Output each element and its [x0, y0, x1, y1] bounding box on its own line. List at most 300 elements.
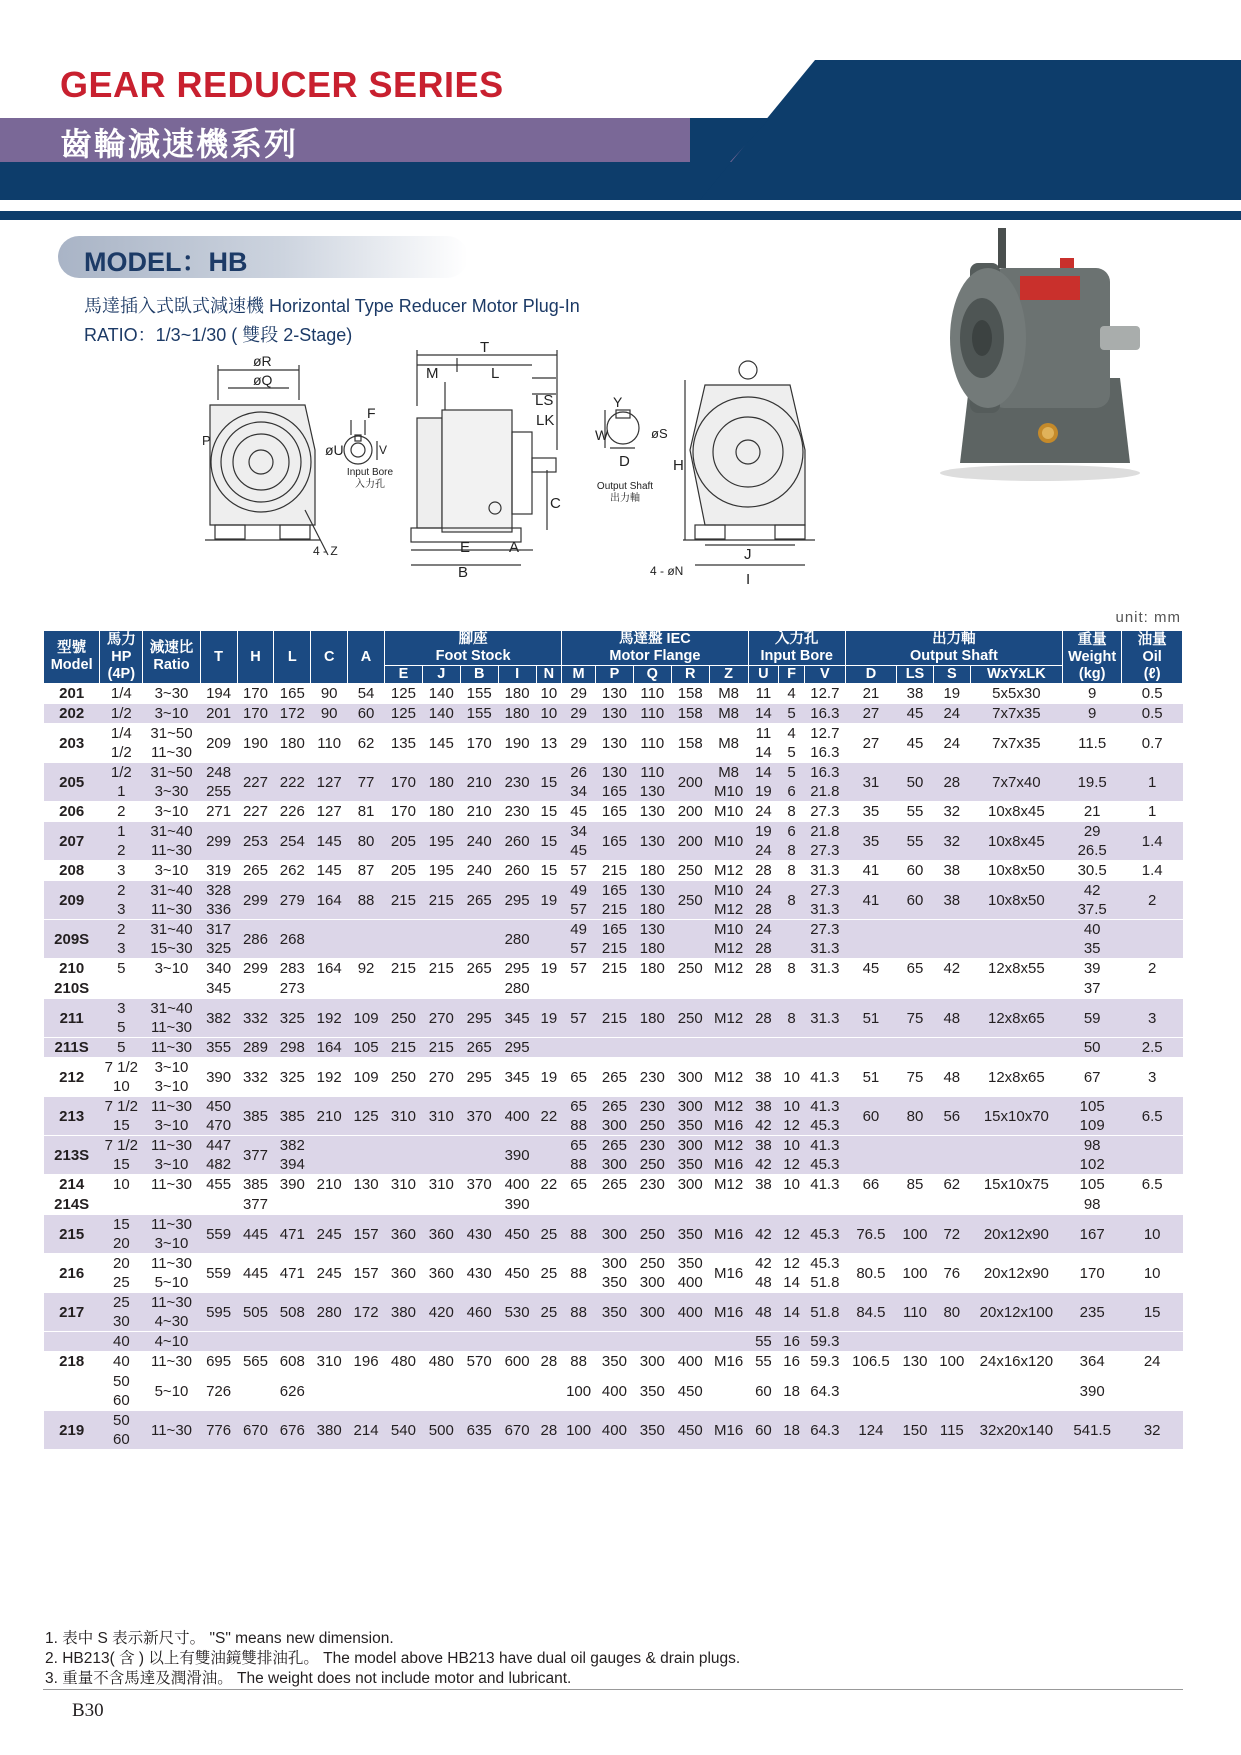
col-WxYxLK: WxYxLK	[970, 666, 1062, 684]
table-cell: 110 130	[633, 763, 671, 802]
table-cell: M12	[709, 1175, 748, 1195]
table-cell: 7 1/2 10	[100, 1058, 143, 1097]
col-D: D	[845, 666, 896, 684]
dim-W: W	[595, 427, 609, 443]
table-cell	[498, 1372, 536, 1411]
dim-4Z: 4 - Z	[313, 544, 338, 558]
table-cell: 230 250	[633, 1097, 671, 1136]
table-cell: 130 165	[595, 763, 633, 802]
table-cell: 50 60	[100, 1411, 143, 1450]
table-cell: 110	[633, 704, 671, 724]
table-cell: M8	[709, 704, 748, 724]
table-cell: 12x8x65	[970, 999, 1062, 1038]
table-cell	[384, 979, 422, 999]
table-cell: 19	[536, 881, 562, 920]
table-cell: 110	[633, 724, 671, 763]
dim-P: P	[202, 433, 211, 448]
table-cell: 50 60	[100, 1372, 143, 1411]
table-cell: 180	[422, 763, 460, 802]
table-cell: 215	[595, 959, 633, 979]
table-cell: 8	[779, 802, 805, 822]
model-cell: 203	[44, 724, 100, 763]
table-cell: 300	[671, 1058, 709, 1097]
table-cell: 2	[100, 802, 143, 822]
table-cell	[348, 979, 385, 999]
table-cell: 50	[1062, 1038, 1121, 1058]
table-cell: 300 350	[595, 1254, 633, 1293]
table-cell: 10x8x45	[970, 802, 1062, 822]
table-cell: 310	[422, 1175, 460, 1195]
table-cell: 124	[845, 1411, 896, 1450]
table-cell: 19	[536, 1058, 562, 1097]
table-cell	[460, 920, 498, 959]
table-cell: 76.5	[845, 1215, 896, 1254]
table-cell: 480	[384, 1352, 422, 1372]
table-cell	[933, 1195, 970, 1215]
table-cell: 88	[562, 1254, 596, 1293]
table-cell: 100	[562, 1372, 596, 1411]
table-cell: 11~30 4~30	[143, 1293, 200, 1332]
table-cell	[536, 1332, 562, 1352]
table-cell: 250	[671, 881, 709, 920]
table-cell: 215	[595, 999, 633, 1038]
table-cell: 60	[897, 881, 934, 920]
table-cell	[748, 979, 779, 999]
table-cell: 5~10	[143, 1372, 200, 1411]
table-cell: 28	[748, 861, 779, 881]
table-cell: 350	[633, 1372, 671, 1411]
table-cell: 245	[311, 1254, 348, 1293]
table-cell: 109	[348, 999, 385, 1038]
table-cell	[1122, 1372, 1183, 1411]
table-cell: 51	[845, 999, 896, 1038]
model-cell: 201	[44, 684, 100, 704]
table-cell: 3~30	[143, 684, 200, 704]
table-cell	[709, 979, 748, 999]
table-cell: 115	[933, 1411, 970, 1450]
table-cell: 45	[562, 802, 596, 822]
table-cell: 41.3	[804, 1058, 845, 1097]
table-cell: 250	[633, 1215, 671, 1254]
table-cell: 380	[384, 1293, 422, 1332]
table-cell: 12.7 16.3	[804, 724, 845, 763]
table-cell: 28	[933, 763, 970, 802]
col-N: N	[536, 666, 562, 684]
table-cell: 66	[845, 1175, 896, 1195]
header-rule	[0, 211, 1241, 220]
col-weight: 重量 Weight (kg)	[1062, 631, 1121, 684]
table-cell: 45.3 51.8	[804, 1254, 845, 1293]
table-cell	[970, 1136, 1062, 1175]
table-cell: 55	[748, 1332, 779, 1352]
table-cell: 260	[498, 822, 536, 861]
table-row	[44, 1352, 1183, 1372]
table-row	[44, 1254, 1183, 1293]
table-cell: 31~50 3~30	[143, 763, 200, 802]
table-cell: 65	[562, 1175, 596, 1195]
table-cell	[709, 1332, 748, 1352]
output-shaft-detail	[605, 410, 639, 448]
dim-A: A	[509, 539, 520, 556]
table-cell: 265	[595, 1175, 633, 1195]
table-cell	[845, 1372, 896, 1411]
col-T: T	[200, 631, 237, 684]
table-cell: 595	[200, 1293, 237, 1332]
table-cell: 248 255	[200, 763, 237, 802]
table-cell: 75	[897, 1058, 934, 1097]
table-row	[44, 704, 1183, 724]
table-cell	[100, 1195, 143, 1215]
table-row	[44, 1411, 1183, 1450]
table-cell: 80	[933, 1293, 970, 1332]
table-cell: 265	[460, 881, 498, 920]
table-cell: 1	[1122, 763, 1183, 802]
table-cell	[897, 1038, 934, 1058]
table-cell: M12	[709, 959, 748, 979]
table-cell: 59	[1062, 999, 1121, 1038]
table-row	[44, 1038, 1183, 1058]
table-cell: 253	[237, 822, 274, 861]
table-cell: 271	[200, 802, 237, 822]
table-row	[44, 1136, 1183, 1175]
table-cell: M8	[709, 724, 748, 763]
table-cell: M10 M12	[709, 920, 748, 959]
table-cell: 192	[311, 1058, 348, 1097]
table-cell	[498, 1332, 536, 1352]
col-U: U	[748, 666, 779, 684]
table-cell: 299	[237, 959, 274, 979]
table-cell: 60	[748, 1411, 779, 1450]
table-cell	[748, 1195, 779, 1215]
table-cell: 105	[1062, 1175, 1121, 1195]
col-C: C	[311, 631, 348, 684]
table-cell: 11~30	[143, 1175, 200, 1195]
table-cell: 30.5	[1062, 861, 1121, 881]
table-cell: 279	[274, 881, 311, 920]
table-cell: 110	[311, 724, 348, 763]
input-bore-detail	[344, 420, 377, 464]
table-cell: M8 M10	[709, 763, 748, 802]
table-cell: 21	[1062, 802, 1121, 822]
model-cell: 206	[44, 802, 100, 822]
table-cell: 5	[100, 959, 143, 979]
table-cell: 14 19	[748, 763, 779, 802]
table-cell: 280	[498, 920, 536, 959]
table-cell: 7x7x35	[970, 724, 1062, 763]
table-cell: 200	[671, 822, 709, 861]
table-cell: 50	[897, 763, 934, 802]
table-cell: 1/2 1	[100, 763, 143, 802]
table-row	[44, 959, 1183, 979]
table-cell: 55	[897, 802, 934, 822]
table-cell: 37	[1062, 979, 1121, 999]
table-cell: 31~40 11~30	[143, 999, 200, 1038]
table-cell: 1/4 1/2	[100, 724, 143, 763]
table-cell: 27.3 31.3	[804, 920, 845, 959]
table-cell: 67	[1062, 1058, 1121, 1097]
model-subtitle: 馬達插入式臥式減速機 Horizontal Type Reducer Motor Plug-In	[84, 296, 580, 316]
table-cell: 235	[1062, 1293, 1121, 1332]
table-cell	[933, 920, 970, 959]
table-cell	[970, 979, 1062, 999]
table-cell: 26 34	[562, 763, 596, 802]
table-cell	[460, 979, 498, 999]
table-cell: 300 350	[671, 1136, 709, 1175]
table-cell: 447 482	[200, 1136, 237, 1175]
footnotes	[45, 1629, 740, 1689]
table-cell: 19	[536, 959, 562, 979]
table-cell: 385	[274, 1097, 311, 1136]
table-cell	[422, 1195, 460, 1215]
table-cell	[933, 1136, 970, 1175]
table-cell: 28	[536, 1411, 562, 1450]
table-cell: 170	[460, 724, 498, 763]
table-cell: 150	[897, 1411, 934, 1450]
table-cell: 270	[422, 999, 460, 1038]
table-cell	[933, 1038, 970, 1058]
table-cell: 21.8 27.3	[804, 822, 845, 861]
table-cell: 18	[779, 1411, 805, 1450]
table-cell: 325	[274, 1058, 311, 1097]
table-cell: 60	[897, 861, 934, 881]
table-cell: 227	[237, 763, 274, 802]
table-cell: 390	[1062, 1372, 1121, 1411]
table-cell: 360	[422, 1215, 460, 1254]
table-cell	[536, 1195, 562, 1215]
table-cell: 90	[311, 704, 348, 724]
table-cell: 400	[595, 1411, 633, 1450]
table-cell: 167	[1062, 1215, 1121, 1254]
table-cell: 670	[237, 1411, 274, 1450]
table-cell: 559	[200, 1254, 237, 1293]
table-cell: 295	[460, 1058, 498, 1097]
table-cell: 27	[845, 704, 896, 724]
table-cell: 215	[384, 959, 422, 979]
output-shaft-label-chinese: 出力軸	[610, 493, 640, 504]
table-cell: 626	[274, 1372, 311, 1411]
table-cell	[460, 1136, 498, 1175]
table-cell: 310	[422, 1097, 460, 1136]
table-cell: 226	[274, 802, 311, 822]
col-R: R	[671, 666, 709, 684]
table-cell	[970, 1038, 1062, 1058]
table-cell: 265	[237, 861, 274, 881]
table-cell: 172	[348, 1293, 385, 1332]
table-cell: 15 20	[100, 1215, 143, 1254]
model-label: MODEL：HB	[84, 247, 248, 277]
table-cell: 130	[633, 822, 671, 861]
table-cell: 9	[1062, 684, 1121, 704]
table-cell: 6 8	[779, 822, 805, 861]
table-cell: 695	[200, 1352, 237, 1372]
table-cell: 9	[1062, 704, 1121, 724]
table-cell: 130	[897, 1352, 934, 1372]
table-cell	[970, 1332, 1062, 1352]
table-cell: 40	[100, 1352, 143, 1372]
table-cell: M12 M16	[709, 1136, 748, 1175]
table-cell: 29 26.5	[1062, 822, 1121, 861]
table-cell: 25	[536, 1254, 562, 1293]
table-cell: M16	[709, 1293, 748, 1332]
table-cell: 27	[845, 724, 896, 763]
table-cell: 12x8x55	[970, 959, 1062, 979]
table-cell: 38 42	[748, 1136, 779, 1175]
dim-F: F	[367, 405, 376, 421]
model-cell: 208	[44, 861, 100, 881]
table-cell: 29	[562, 684, 596, 704]
table-cell: 22	[536, 1097, 562, 1136]
table-cell: 39	[1062, 959, 1121, 979]
table-row	[44, 979, 1183, 999]
table-cell: 260	[498, 861, 536, 881]
group-foot-stock: 腳座 Foot Stock	[384, 631, 561, 666]
table-cell	[897, 1195, 934, 1215]
table-cell: 382 394	[274, 1136, 311, 1175]
table-cell: 295	[498, 959, 536, 979]
table-cell: 56	[933, 1097, 970, 1136]
table-cell	[845, 1195, 896, 1215]
table-cell: 215	[595, 861, 633, 881]
table-cell: 325	[274, 999, 311, 1038]
table-row	[44, 724, 1183, 763]
table-cell: 32	[933, 822, 970, 861]
table-cell: 125	[384, 684, 422, 704]
table-cell: M16	[709, 1254, 748, 1293]
table-row	[44, 1332, 1183, 1352]
table-cell	[237, 1332, 274, 1352]
table-cell: 60	[348, 704, 385, 724]
table-cell: 2 3	[100, 920, 143, 959]
table-cell: 508	[274, 1293, 311, 1332]
table-cell: 40	[100, 1332, 143, 1352]
table-cell	[536, 1038, 562, 1058]
table-cell	[311, 1372, 348, 1411]
table-cell: 15	[536, 861, 562, 881]
table-cell	[595, 1332, 633, 1352]
table-cell: 24	[1122, 1352, 1183, 1372]
table-cell: 6.5	[1122, 1175, 1183, 1195]
table-cell: 262	[274, 861, 311, 881]
table-cell: 250	[671, 999, 709, 1038]
table-cell: 240	[460, 861, 498, 881]
input-bore-label: Input Bore	[346, 467, 394, 478]
table-cell: 100	[897, 1215, 934, 1254]
table-cell: 15x10x75	[970, 1175, 1062, 1195]
table-cell: 300	[595, 1215, 633, 1254]
table-cell	[897, 979, 934, 999]
table-cell	[671, 1038, 709, 1058]
table-cell: 164	[311, 959, 348, 979]
table-cell: 300	[671, 1175, 709, 1195]
table-cell	[536, 979, 562, 999]
table-cell: 42	[933, 959, 970, 979]
table-cell: 1/2	[100, 704, 143, 724]
table-cell: 55	[897, 822, 934, 861]
table-cell: 210	[460, 763, 498, 802]
table-cell: 59.3	[804, 1352, 845, 1372]
table-cell: M8	[709, 684, 748, 704]
table-cell: 280	[498, 979, 536, 999]
table-cell: 48	[748, 1293, 779, 1332]
table-cell: 364	[1062, 1352, 1121, 1372]
table-cell: 14	[779, 1293, 805, 1332]
table-cell: 130	[595, 684, 633, 704]
table-cell: 1.4	[1122, 861, 1183, 881]
table-cell: 98 102	[1062, 1136, 1121, 1175]
table-cell: 8	[779, 861, 805, 881]
table-cell: 400	[498, 1097, 536, 1136]
table-cell: 345	[498, 999, 536, 1038]
unit-label: unit: mm	[1115, 609, 1181, 626]
col-P: P	[595, 666, 633, 684]
table-cell: 11~30	[143, 1038, 200, 1058]
table-cell	[633, 1332, 671, 1352]
table-cell	[562, 1195, 596, 1215]
table-cell: 165 215	[595, 920, 633, 959]
table-cell	[1122, 1195, 1183, 1215]
model-cell: 216	[44, 1254, 100, 1293]
table-cell: 10	[1122, 1254, 1183, 1293]
table-cell	[200, 1332, 237, 1352]
table-cell	[348, 1332, 385, 1352]
table-cell: 460	[460, 1293, 498, 1332]
table-cell: 450	[498, 1254, 536, 1293]
table-cell: 19 24	[748, 822, 779, 861]
table-cell: 20x12x90	[970, 1215, 1062, 1254]
table-cell: 18	[779, 1372, 805, 1411]
table-cell: 385	[237, 1097, 274, 1136]
group-motor-flange: 馬達盤 IEC Motor Flange	[562, 631, 748, 666]
model-cell	[44, 1332, 100, 1352]
table-cell: 38	[748, 1058, 779, 1097]
table-cell: 11~30 3~10	[143, 1097, 200, 1136]
table-cell: 295	[460, 999, 498, 1038]
table-cell: 170	[1062, 1254, 1121, 1293]
table-cell: 210	[311, 1175, 348, 1195]
table-cell: 38 42	[748, 1097, 779, 1136]
dim-Y: Y	[613, 394, 623, 410]
table-cell: 155	[460, 704, 498, 724]
table-cell: 210	[460, 802, 498, 822]
model-cell: 212	[44, 1058, 100, 1097]
model-cell: 217	[44, 1293, 100, 1332]
model-cell: 210S	[44, 979, 100, 999]
page-number: B30	[72, 1700, 104, 1721]
table-cell: 7x7x40	[970, 763, 1062, 802]
product-photo	[930, 228, 1150, 488]
model-cell	[44, 1372, 100, 1411]
table-cell: 215	[422, 881, 460, 920]
dim-C: C	[550, 495, 561, 512]
table-cell	[348, 1372, 385, 1411]
table-cell: 10	[536, 704, 562, 724]
table-cell: 250	[671, 959, 709, 979]
table-cell: 222	[274, 763, 311, 802]
footnote: 2. HB213( 含 ) 以上有雙油鏡雙排油孔。 The model above HB213 have dual oil gauges & drain plugs.	[45, 1650, 741, 1667]
table-cell	[1122, 979, 1183, 999]
table-cell	[748, 1038, 779, 1058]
table-cell: 10x8x50	[970, 861, 1062, 881]
table-row	[44, 1058, 1183, 1097]
col-S: S	[933, 666, 970, 684]
table-cell: 201	[200, 704, 237, 724]
table-cell: 172	[274, 704, 311, 724]
table-cell: 57	[562, 861, 596, 881]
footnote: 1. 表中 S 表示新尺寸。 "S" means new dimension.	[45, 1630, 394, 1647]
table-cell	[897, 1372, 934, 1411]
table-cell: 450	[671, 1372, 709, 1411]
table-cell: 10 12	[779, 1097, 805, 1136]
